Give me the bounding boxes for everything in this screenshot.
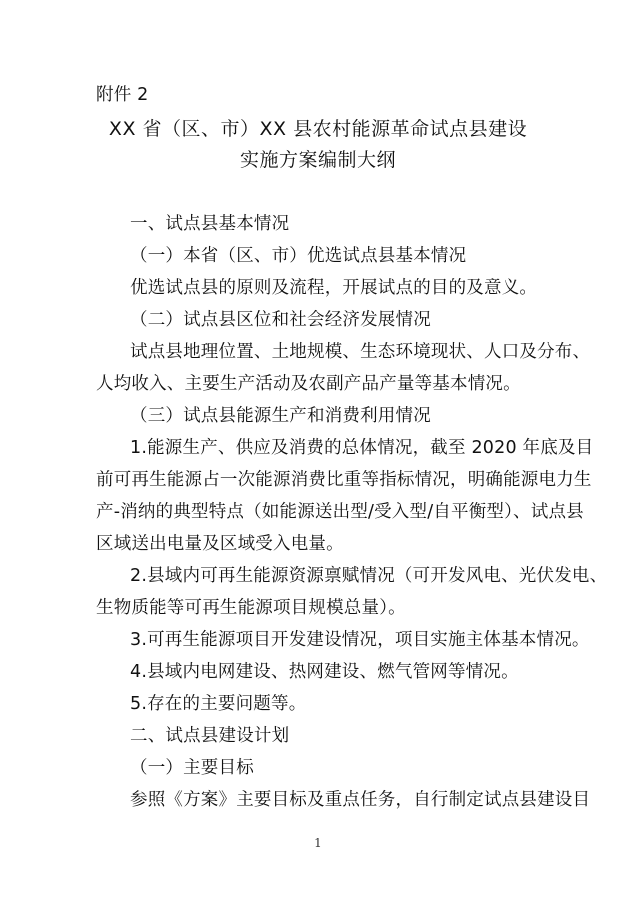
subsection-heading-1-2: （二）试点县区位和社会经济发展情况 (130, 310, 431, 330)
section-heading-2: 二、试点县建设计划 (130, 726, 290, 746)
numbered-item-3: 3.可再生能源项目开发建设情况，项目实施主体基本情况。 (130, 630, 590, 650)
attachment-label: 附件 2 (96, 85, 149, 105)
paragraph-line: 参照《方案》主要目标及重点任务，自行制定试点县建设目 (130, 790, 591, 810)
paragraph-line: 优选试点县的原则及流程，开展试点的目的及意义。 (130, 278, 538, 298)
paragraph-line: 试点县地理位置、土地规模、生态环境现状、人口及分布、 (130, 342, 591, 362)
subsection-heading-2-1: （一）主要目标 (130, 758, 254, 778)
document-title-line-1: XX 省（区、市）XX 县农村能源革命试点县建设 (108, 118, 528, 140)
section-heading-1: 一、试点县基本情况 (130, 214, 290, 234)
document-title-line-2: 实施方案编制大纲 (239, 149, 396, 171)
numbered-item-4: 4.县域内电网建设、热网建设、燃气管网等情况。 (130, 662, 519, 682)
numbered-item-5: 5.存在的主要问题等。 (130, 694, 307, 714)
numbered-item-1: 1.能源生产、供应及消费的总体情况，截至 2020 年底及目 (130, 438, 594, 458)
subsection-heading-1-1: （一）本省（区、市）优选试点县基本情况 (130, 246, 467, 266)
paragraph-line: 区域送出电量及区域受入电量。 (96, 534, 344, 554)
numbered-item-2: 2.县域内可再生能源资源禀赋情况（可开发风电、光伏发电、 (130, 566, 608, 586)
paragraph-line: 生物质能等可再生能源项目规模总量）。 (96, 598, 406, 618)
subsection-heading-1-3: （三）试点县能源生产和消费利用情况 (130, 406, 431, 426)
paragraph-line: 人均收入、主要生产活动及农副产品产量等基本情况。 (96, 374, 521, 394)
paragraph-line: 前可再生能源占一次能源消费比重等指标情况，明确能源电力生 (96, 470, 592, 490)
paragraph-line: 产-消纳的典型特点（如能源送出型/受入型/自平衡型）、试点县 (96, 502, 584, 522)
page-number: 1 (314, 836, 322, 850)
